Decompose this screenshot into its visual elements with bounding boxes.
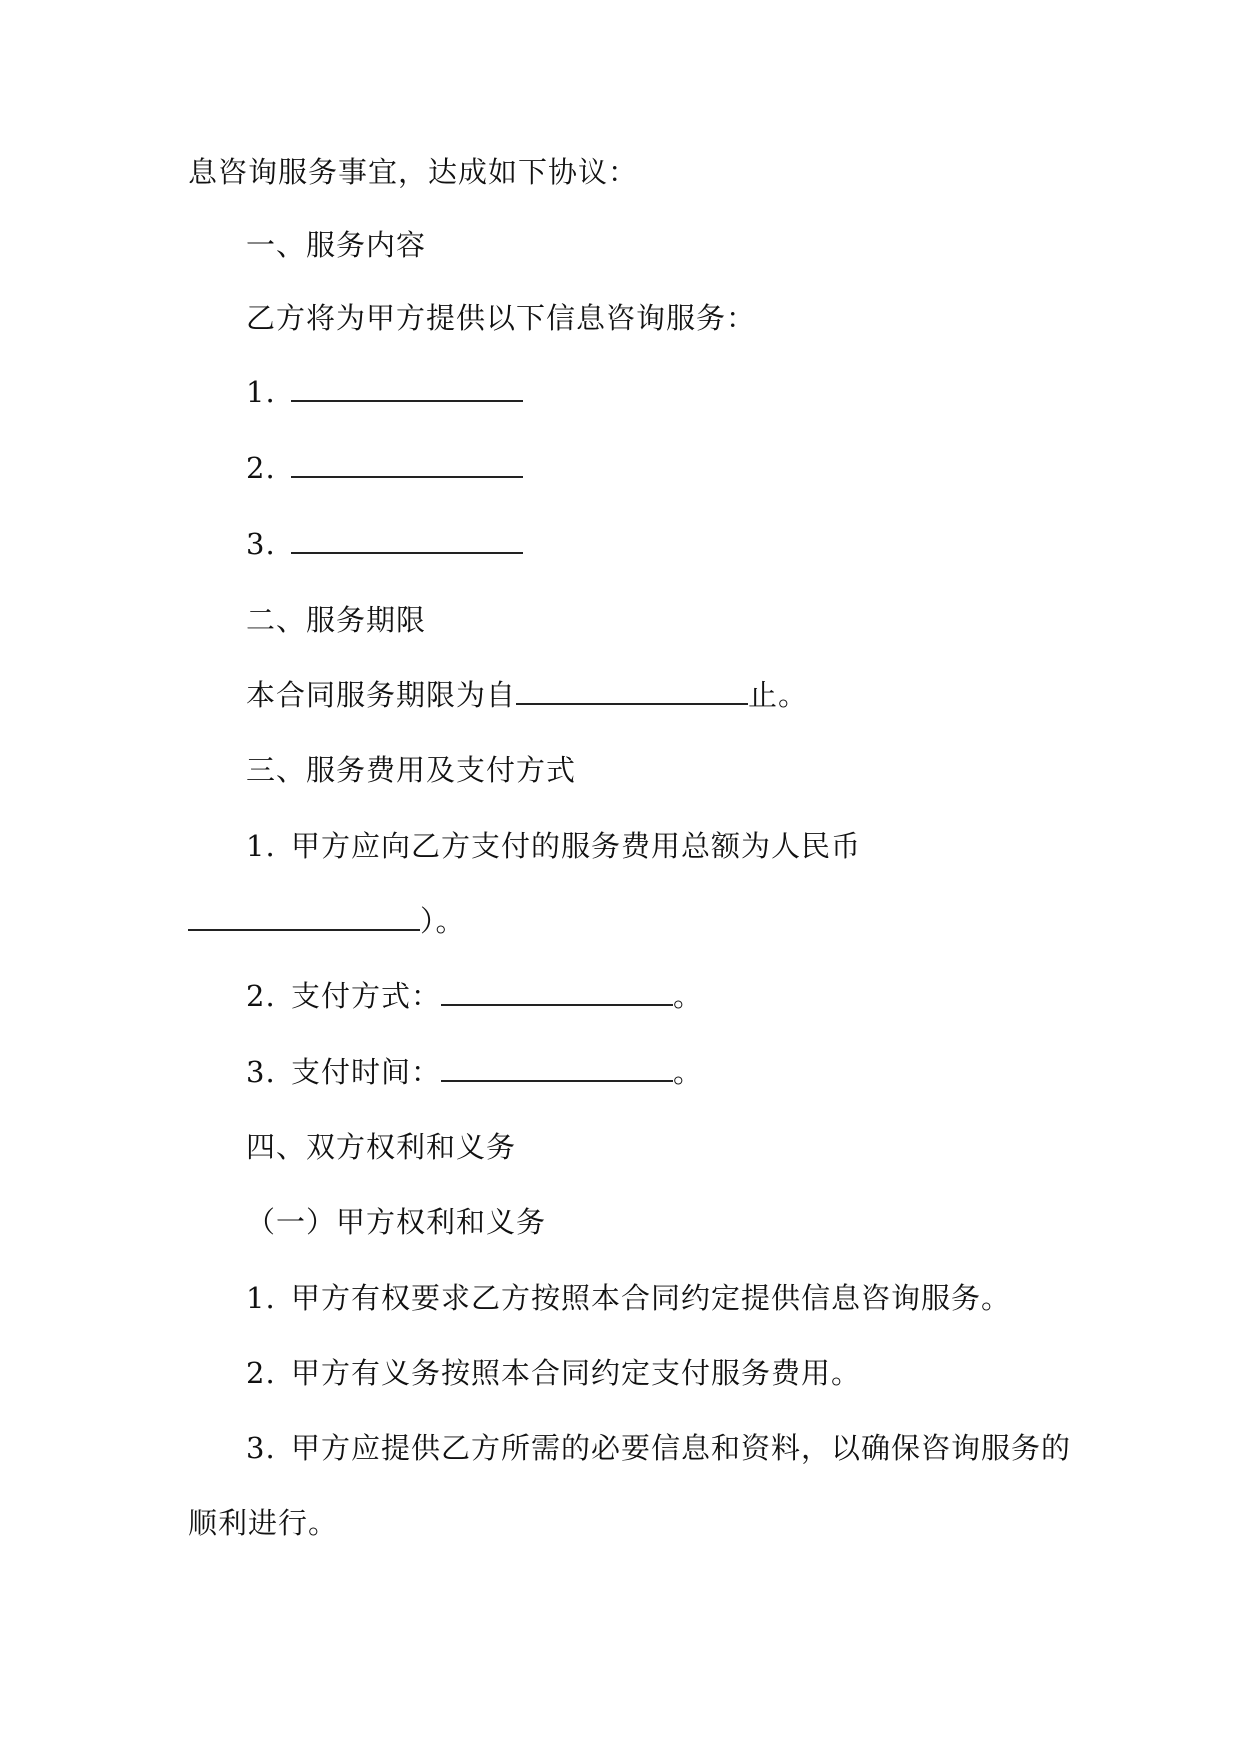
service-term-text [246,675,808,715]
party-a-item-3 [246,1428,1071,1468]
fee-amount-closing: ）。 [420,904,466,938]
fee-item-1 [246,826,861,866]
party-a-item-3-continuation: 顺利进行。 [188,1506,339,1540]
list-number: 1. [246,1281,276,1315]
section-heading-fees-payment: 三、服务费用及支付方式 [246,753,577,787]
subsection-heading-party-a: （一）甲方权利和义务 [246,1205,547,1239]
paragraph-continuation: 息咨询服务事宜，达成如下协议： [188,155,639,189]
blank-fill-line[interactable] [291,448,523,478]
fee-item-2 [246,976,703,1016]
blank-fill-line[interactable] [516,675,748,705]
list-number: 3. [246,527,276,561]
fee-item-text: 支付方式： [291,979,442,1013]
list-number: 2. [246,451,276,485]
term-text-after: 止。 [748,678,809,712]
service-intro-text: 乙方将为甲方提供以下信息咨询服务： [246,301,757,335]
party-a-item-1 [246,1278,1011,1318]
term-text-before: 本合同服务期限为自 [246,678,517,712]
section-heading-service-term: 二、服务期限 [246,603,427,637]
party-a-item-text: 甲方有权要求乙方按照本合同约定提供信息咨询服务。 [291,1281,1012,1315]
list-number: 1. [246,375,276,409]
list-number: 3. [246,1055,276,1089]
fee-item-text: 支付时间： [291,1055,442,1089]
blank-fill-line[interactable] [291,524,523,554]
blank-fill-line[interactable] [188,901,420,931]
list-number: 2. [246,1356,276,1390]
party-a-item-2 [246,1353,861,1393]
list-number: 2. [246,979,276,1013]
list-number: 1. [246,829,276,863]
party-a-item-text: 甲方应提供乙方所需的必要信息和资料，以确保咨询服务的 [291,1431,1072,1465]
blank-fill-line[interactable] [441,1052,673,1082]
party-a-item-text: 甲方有义务按照本合同约定支付服务费用。 [291,1356,862,1390]
fee-item-3 [246,1052,703,1092]
blank-fill-line[interactable] [441,976,673,1006]
list-number: 3. [246,1431,276,1465]
section-heading-service-content: 一、服务内容 [246,228,427,262]
sentence-end: 。 [673,1055,704,1089]
section-heading-rights-obligations: 四、双方权利和义务 [246,1130,517,1164]
service-item-3 [246,524,523,564]
fee-item-1-continuation [188,901,466,941]
service-item-2 [246,448,523,488]
fee-item-text: 甲方应向乙方支付的服务费用总额为人民币 [291,829,862,863]
blank-fill-line[interactable] [291,372,523,402]
service-item-1 [246,372,523,412]
sentence-end: 。 [673,979,704,1013]
